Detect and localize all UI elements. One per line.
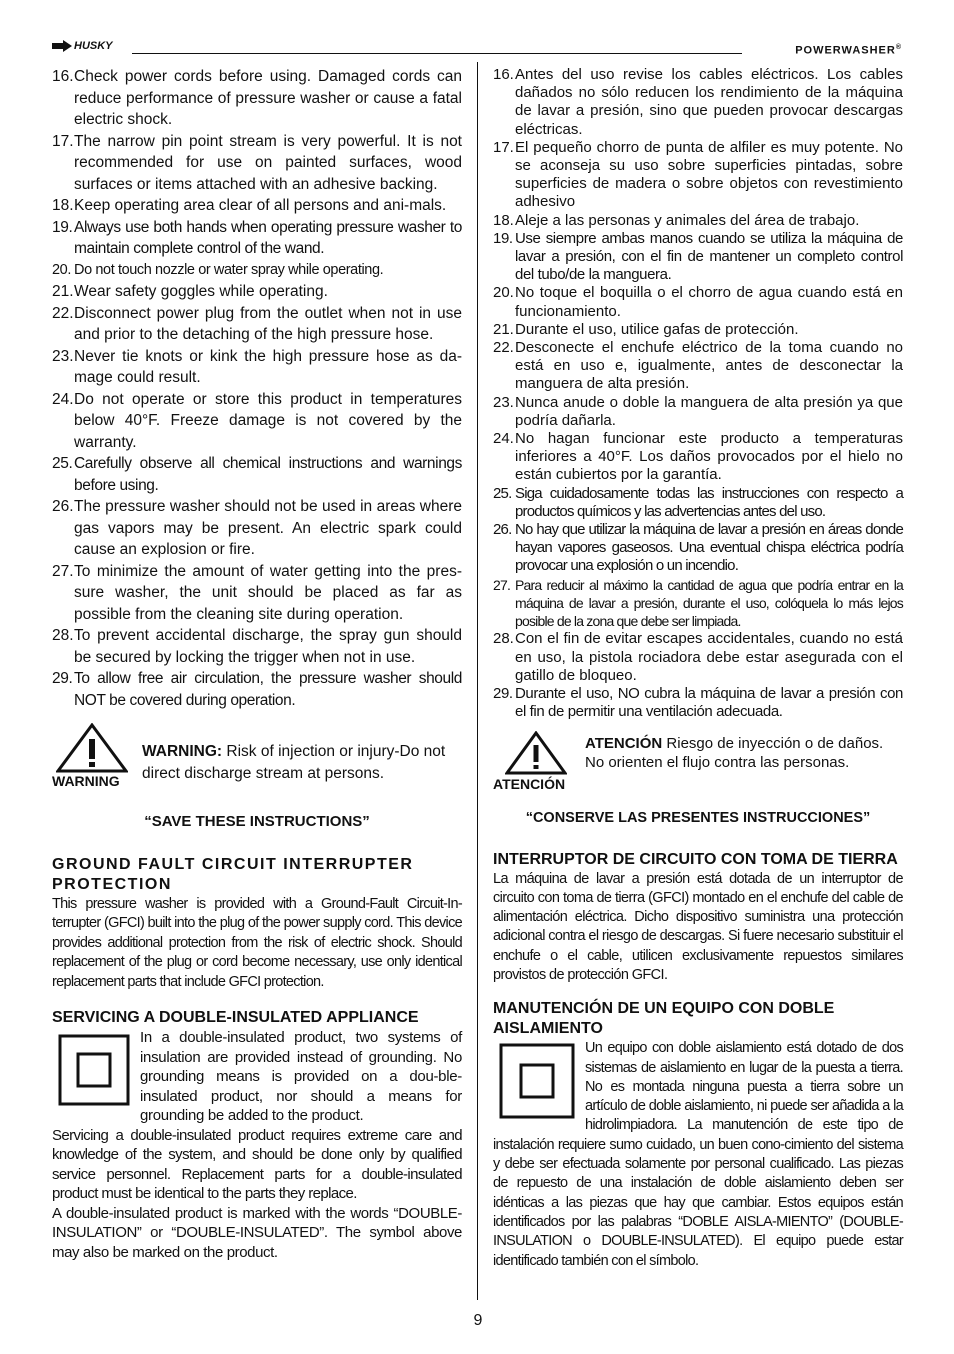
- gfci-text: This pressure washer is provided with a Ground-Fault Circuit-In-terrupter (GFCI) built into the plug of the power supply cord. This device provides additional protection from the risk of electric shock. Should replacement of the plug or cord become necessary, use only identical replacement parts that include GFCI protection.: [52, 895, 462, 990]
- header-rule: [132, 53, 742, 54]
- safety-list: [52, 66, 462, 711]
- warning-triangle-icon: [505, 731, 567, 775]
- page-number: 9: [473, 1312, 483, 1329]
- list-item: 28. Con el fin de evitar escapes accidentales, cuando no está en uso, la pistola rociadora debe estar asegurada con el gatillo de bloqueo.: [493, 630, 903, 684]
- servicing-text1: In a double-insulated product, two systems of insulation are provided instead of grounding. No grounding means is provided on a dou-ble-insulated product, nor should a means for grounding be added to the product.: [140, 1029, 462, 1124]
- list-item: 16. Antes del uso revise los cables eléctricos. Los cables dañados no sólo reducen los rendimiento de la máquina de lavar a presión, sino que pueden provocar descargas eléctricas.: [493, 66, 903, 138]
- list-item: 28. To prevent accidental discharge, the spray gun should be secured by locking the trigger when not in use.: [52, 627, 462, 666]
- double-insulation-icon: [58, 1034, 130, 1106]
- list-item: 16. Check power cords before using. Damaged cords can reduce performance of pressure washer or cause a fatal electric shock.: [52, 68, 462, 128]
- list-item: 27. Para reducir al máximo la cantidad de agua que podría entrar en la máquina de lavar a presión, durante el uso, colóquela lo más lejos posible de la zona que debe ser limpiada.: [493, 576, 903, 630]
- list-item: 20. Do not touch nozzle or water spray while operating.: [52, 261, 384, 278]
- safety-list-es: [493, 66, 903, 721]
- list-item: 19. Use siempre ambas manos cuando se utiliza la máquina de lavar a presión, con el fin de mantener un completo control del tubo/de la manguera.: [493, 229, 903, 284]
- list-item: 17. El pequeño chorro de punta de alfiler es muy potente. No se aconseja su uso sobre superficies pintadas, sobre superficies de madera o sobre objetos con revestimiento adhesivo: [493, 138, 903, 211]
- list-item: 21. Durante el uso, utilice gafas de protección.: [493, 320, 799, 338]
- english-column: [52, 66, 462, 1262]
- servicing-block-es: [493, 1039, 903, 1271]
- list-item: 21. Wear safety goggles while operating.: [52, 283, 328, 300]
- list-item: 19. Always use both hands when operating pressure washer to maintain complete control of the wand.: [52, 218, 462, 257]
- brand-logo: [52, 40, 113, 52]
- list-item: 29. Durante el uso, NO cubra la máquina de lavar a presión con el fin de permitir una ventilación adecuada.: [493, 684, 903, 721]
- servicing-text3: A double-insulated product is marked with the words “DOUBLE-INSULATION” or “DOUBLE-INSULATED”. The symbol above may also be marked on the product.: [52, 1204, 462, 1261]
- list-item: 27. To minimize the amount of water getting into the pres-sure washer, the unit should be placed as far as possible from the cleaning site during operation.: [52, 562, 462, 623]
- husky-arrow-icon: [52, 40, 72, 52]
- spanish-column: [493, 66, 903, 1271]
- list-item: 25. Carefully observe all chemical instructions and warnings before using.: [52, 455, 462, 494]
- list-item: 23. Nunca anude o doble la manguera de alta presión ya que podría dañarla.: [493, 393, 903, 429]
- gfci-heading-es: INTERRUPTOR DE CIRCUITO CON TOMA DE TIERRA: [493, 850, 898, 868]
- gfci-heading: GROUND FAULT CIRCUIT INTERRUPTER PROTECTION: [52, 855, 414, 893]
- warning-text: WARNING: Risk of injection or injury-Do not direct discharge stream at persons.: [142, 743, 446, 782]
- product-name: POWERWASHER®: [795, 44, 902, 57]
- list-item: 29. To allow free air circulation, the pressure washer should NOT be covered during operation.: [52, 670, 462, 709]
- servicing-block: [52, 1028, 462, 1262]
- servicing-heading-es: MANUTENCIÓN DE UN EQUIPO CON DOBLE AISLAMIENTO: [493, 1000, 835, 1038]
- list-item: 26. The pressure washer should not be used in areas where gas vapors may be present. An electric spark could cause an explosion or fire.: [52, 498, 462, 558]
- list-item: 22. Desconecte el enchufe eléctrico de la toma cuando no está en uso e, igualmente, antes de desconectar la manguera de alta presión.: [493, 339, 903, 393]
- double-insulation-icon: [499, 1043, 575, 1119]
- list-item: 17. The narrow pin point stream is very powerful. It is not recommended for use on painted surfaces, wood surfaces or items attached with an adhesive backing.: [52, 132, 462, 193]
- servicing-text2: Servicing a double-insulated product requires extreme care and knowledge of the system, and should be done only by qualified service personnel. Replacement parts for a double-insulated product must be identical to the parts they replace.: [52, 1126, 462, 1202]
- gfci-text-es: La máquina de lavar a presión está dotada de un interruptor de circuito con toma de tierra (GFCI) montado en el enchufe del cable de alimentación eléctrica. Dicho dispositivo suministra una protección adicional contra el riesgo de descargas. Si fuere necesario substituir el enchufe o el cable, utilicen exclusivamente repuestos similares provistos de protección GFCI.: [493, 870, 903, 983]
- list-item: 20. No toque el boquilla o el chorro de agua cuando está en funcionamiento.: [493, 284, 903, 320]
- servicing-heading: SERVICING A DOUBLE-INSULATED APPLIANCE: [52, 1009, 419, 1026]
- list-item: 22. Disconnect power plug from the outlet when not in use and prior to the detaching of the high pressure hose.: [52, 304, 462, 343]
- save-instructions: “SAVE THESE INSTRUCTIONS”: [144, 813, 370, 830]
- list-item: 24. Do not operate or store this product in temperatures below 40°F. Freeze damage is not covered by the warranty.: [52, 390, 462, 451]
- page-header: [52, 38, 902, 60]
- column-divider: [477, 62, 478, 1300]
- list-item: 24. No hagan funcionar este producto a temperaturas inferiores a 40°F. Los daños provocados por el hielo no están cubiertos por la garantía.: [493, 430, 903, 484]
- list-item: 18. Keep operating area clear of all persons and ani-mals.: [52, 197, 447, 214]
- warning-block: [52, 719, 462, 789]
- save-instructions-es: “CONSERVE LAS PRESENTES INSTRUCCIONES”: [525, 810, 871, 827]
- servicing-text-es: Un equipo con doble aislamiento está dotado de dos sistemas de aislamiento en lugar de la puesta a tierra. No es montada ninguna puesta a tierra sobre un artículo de doble aislamiento, ni puede ser añadida a la hidrolimpiadora. La manutención de este tipo de instalación requiere sumo cuidado, un buen cono-cimiento del sistema y debe ser efectuada solamente por personal cualificado. Las piezas de repuesto de una instalación de doble aislamiento deben ser idénticas a las piezas que hay que cambiar. Estos equipos están identificados por las palabras “DOBLE AISLA-MIENTO” (DOUBLE-INSULATION o DOUBLE-INSULATED). El equipo puede estar identificado también con el símbolo.: [493, 1040, 903, 1269]
- brand-name: HUSKY: [74, 40, 113, 52]
- warning-icon-caption: ATENCIÓN: [493, 776, 566, 793]
- warning-icon-caption: WARNING: [52, 773, 120, 789]
- warning-triangle-icon: [56, 723, 128, 773]
- warning-text-es: ATENCIÓN Riesgo de inyección o de daños. No orienten el flujo contra las personas.: [585, 735, 884, 771]
- list-item: 25. Siga cuidadosamente todas las instrucciones con respecto a productos químicos y las advertencias antes del uso.: [493, 484, 903, 520]
- list-item: 23. Never tie knots or kink the high pressure hose as da-mage could result.: [52, 347, 462, 386]
- list-item: 18. Aleje a las personas y animales del área de trabajo.: [493, 211, 860, 229]
- list-item: 26. No hay que utilizar la máquina de lavar a presión en áreas donde hayan vapores gaseosos. Una eventual chispa eléctrica podría provocar una explosión o un incendio.: [493, 521, 903, 575]
- warning-block-es: [493, 729, 903, 791]
